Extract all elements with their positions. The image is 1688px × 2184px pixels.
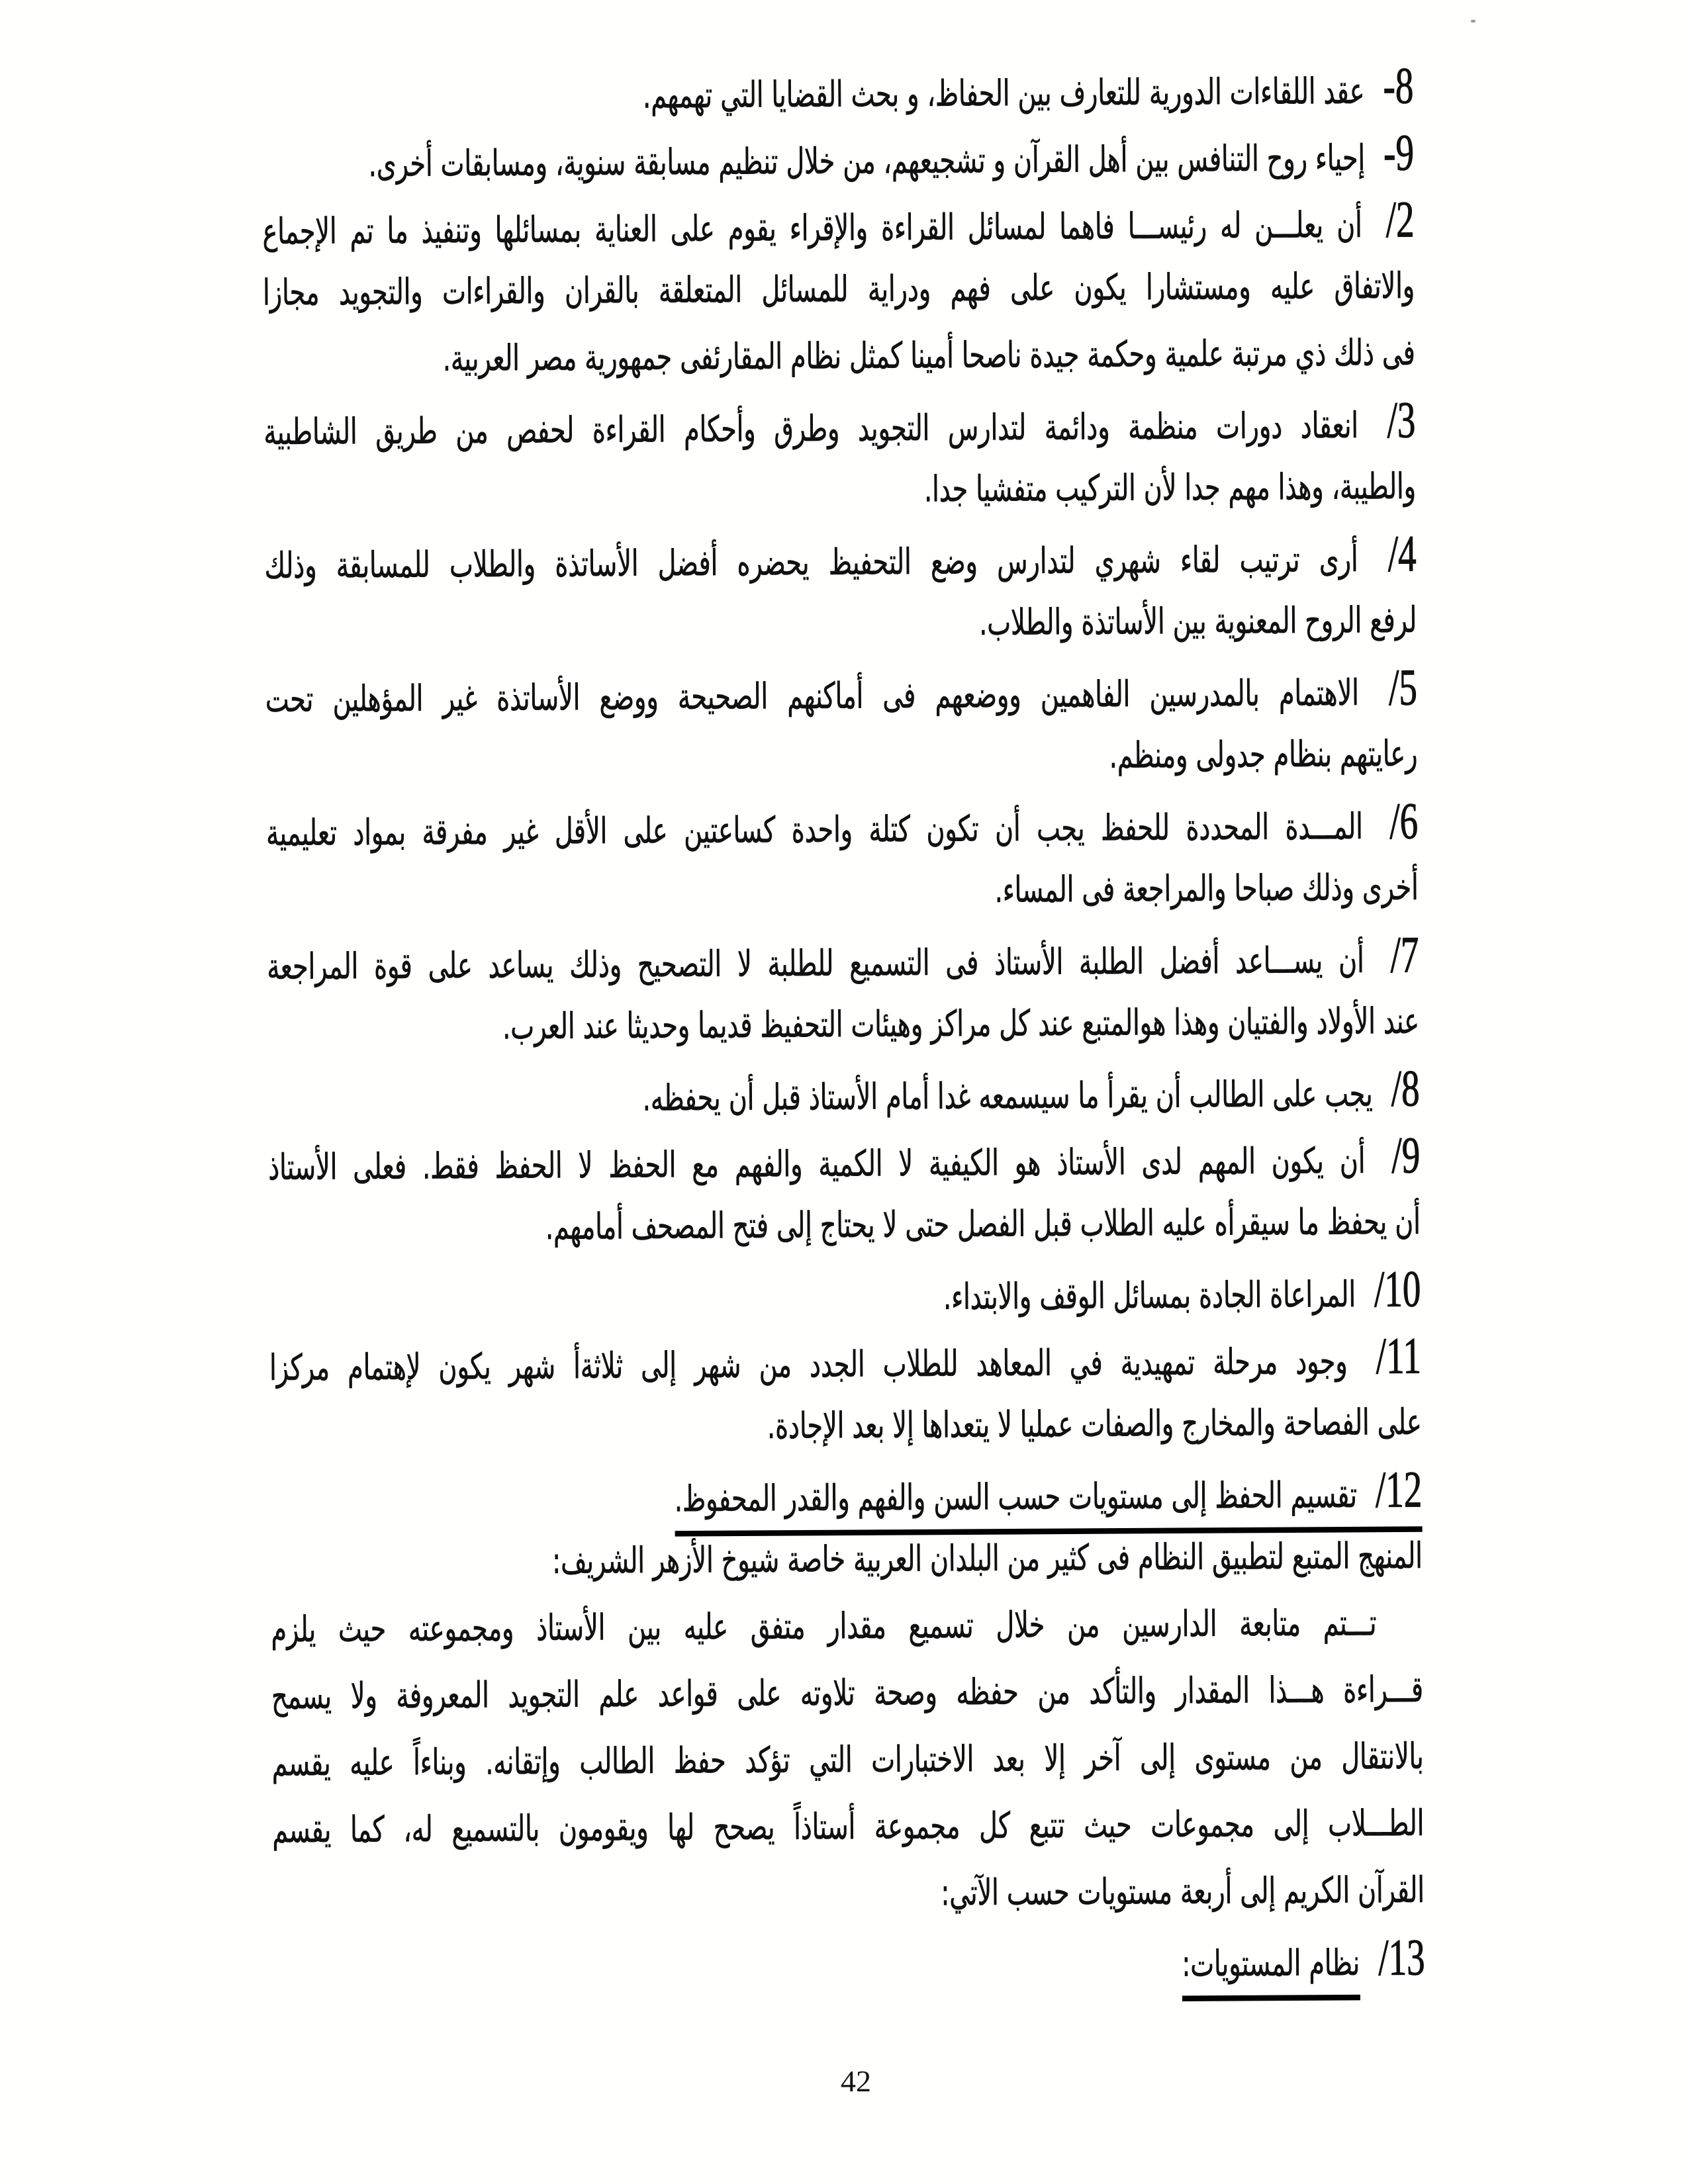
item-number: 4/ bbox=[1387, 524, 1417, 582]
line-text: أن يكون المهم لدى الأستاذ هو الكيفية لا الكمية والفهم مع الحفظ لا الحفظ فقط. فعلى الأستاذ bbox=[268, 1140, 1366, 1188]
item-number: 11/ bbox=[1376, 1326, 1422, 1385]
line-text: عقد اللقاءات الدورية للتعارف بين الحفاظ، و بحث القضايا التي تهمهم. bbox=[642, 70, 1365, 116]
line-text: بالانتقال من مستوى إلى آخر إلا بعد الاختبارات التي تؤكد حفظ الطالب وإتقانه. وبناءاً عليه يقسم bbox=[271, 1735, 1424, 1784]
line-text: رعايتهم بنظام جدولى ومنظم. bbox=[1109, 733, 1418, 776]
scan-speck bbox=[1471, 20, 1476, 23]
item-number: 7/ bbox=[1390, 925, 1419, 983]
line-text: فى ذلك ذي مرتبة علمية وحكمة جيدة ناصحا أمينا كمثل نظام المقارئفى جمهورية مصر العربية. bbox=[442, 332, 1415, 379]
line-content bbox=[502, 1000, 1419, 1047]
line-text: على الفصاحة والمخارج والصفات عمليا لا يتعداها إلا بعد الإجادة. bbox=[767, 1401, 1422, 1447]
line-text: وجود مرحلة تمهيدية في المعاهد للطلاب الجدد من شهر إلى ثلاثةأ شهر يكون لإهتمام مركزا bbox=[269, 1340, 1348, 1388]
line-text: القرآن الكريم إلى أربعة مستويات حسب الآتي: bbox=[941, 1869, 1425, 1914]
item-number: 3/ bbox=[1387, 390, 1416, 449]
line-content bbox=[924, 465, 1416, 510]
line-text: المنهج المتبع لتطبيق النظام فى كثير من البلدان العربية خاصة شيوخ الأزهر الشريف: bbox=[552, 1535, 1423, 1582]
line-text: تـــتم متابعة الدارسين من خلال تسميع مقدار متفق عليه بين الأستاذ ومجموعته حيث يلزم bbox=[271, 1602, 1377, 1651]
line-content bbox=[767, 1401, 1422, 1447]
text-line bbox=[273, 1909, 1425, 2011]
line-text: المراعاة الجادة بمسائل الوقف والابتداء. bbox=[943, 1273, 1356, 1318]
item-number: 9- bbox=[1383, 123, 1415, 181]
line-text: الاهتمام بالمدرسين الفاهمين ووضعهم فى أماكنهم الصحيحة ووضع الأساتذة غير المؤهلين تحت bbox=[265, 672, 1360, 720]
item-number: 2/ bbox=[1385, 190, 1415, 248]
line-text: والطيبة، وهذا مهم جدا لأن التركيب متفشيا جدا. bbox=[923, 465, 1417, 510]
item-number: 12/ bbox=[1375, 1460, 1423, 1518]
line-text: أخرى وذلك صباحا والمراجعة فى المساء. bbox=[994, 866, 1419, 911]
line-text: إحياء روح التنافس بين أهل القرآن و تشجيعهم، من خلال تنظيم مسابقة سنوية، ومسابقات أخرى. bbox=[368, 137, 1366, 185]
document-body bbox=[261, 52, 1425, 1998]
line-content bbox=[1182, 1928, 1425, 1986]
item-number: 9/ bbox=[1391, 1126, 1421, 1184]
line-content bbox=[979, 599, 1417, 643]
line-content bbox=[941, 1869, 1425, 1913]
line-text: والاتفاق عليه ومستشارا يكون على فهم ودراية للمسائل المتعلقة بالقران والقراءات والتجويد مجازا bbox=[262, 265, 1415, 314]
line-text: أن يحفظ ما سيقرأه عليه الطلاب قبل الفصل حتى لا يحتاج إلى فتح المصحف أمامهم. bbox=[545, 1201, 1421, 1248]
line-content bbox=[545, 1201, 1421, 1248]
underlined-text: نظام المستويات: bbox=[1182, 1942, 1360, 2001]
line-content bbox=[552, 1535, 1423, 1582]
line-text: المـــدة المحددة للحفظ يجب أن تكون كتلة واحدة كساعتين على الأقل غير مفرقة بمواد تعليمية bbox=[265, 805, 1364, 854]
item-number: 6/ bbox=[1389, 792, 1419, 850]
line-content bbox=[443, 332, 1415, 379]
item-number: 10/ bbox=[1374, 1259, 1421, 1318]
line-text: الطـــلاب إلى مجموعات حيث تتبع كل مجموعة أستاذاً يصحح لها ويقومون بالتسميع له، كما يقسم bbox=[272, 1802, 1425, 1851]
line-text: عند الأولاد والفتيان وهذا هوالمتبع عند كل مراكز وهيئات التحفيظ قديما وحديثا عند العرب. bbox=[502, 1000, 1420, 1048]
item-number: 8/ bbox=[1391, 1059, 1420, 1117]
item-number: 5/ bbox=[1388, 658, 1418, 716]
page-number: 42 bbox=[841, 2064, 871, 2098]
line-text: أن يســـاعد أفضل الطلبة الأستاذ فى التسميع للطلبة لا التصحيح وذلك يساعد على قوة المراجعة bbox=[267, 939, 1364, 987]
line-text: انعقاد دورات منظمة ودائمة لتدارس التجويد وطرق وأحكام القراءة لحفص من طريق الشاطبية bbox=[263, 404, 1359, 453]
line-content bbox=[995, 866, 1419, 910]
line-text: قـــراءة هـــذا المقدار والتأكد من حفظه وصحة تلاوته على قواعد علم التجويد المعروفة ولا يسمح bbox=[271, 1668, 1424, 1717]
line-text: أن يعلـــن له رئيســـا فاهما لمسائل القراءة والإقراء يقوم على العناية بمسائلها وتنفيذ ما تم الإجماع bbox=[262, 204, 1362, 252]
line-text: لرفع الروح المعنوية بين الأساتذة والطلاب. bbox=[979, 599, 1417, 643]
text-lines bbox=[261, 52, 1425, 1998]
item-number: 8- bbox=[1383, 56, 1414, 114]
line-text: يجب على الطالب أن يقرأ ما سيسمعه غدا أمام الأستاذ قبل أن يحفظه. bbox=[642, 1073, 1373, 1119]
item-number: 13/ bbox=[1378, 1928, 1425, 1986]
line-text: أرى ترتيب لقاء شهري لتدارس وضع التحفيظ يحضره أفضل الأساتذة والطلاب للمسابقة وذلك bbox=[264, 538, 1358, 586]
line-content bbox=[1109, 733, 1418, 776]
underlined-text: تقسيم الحفظ إلى مستويات حسب السن والفهم والقدر المحفوظ. bbox=[674, 1474, 1358, 1520]
